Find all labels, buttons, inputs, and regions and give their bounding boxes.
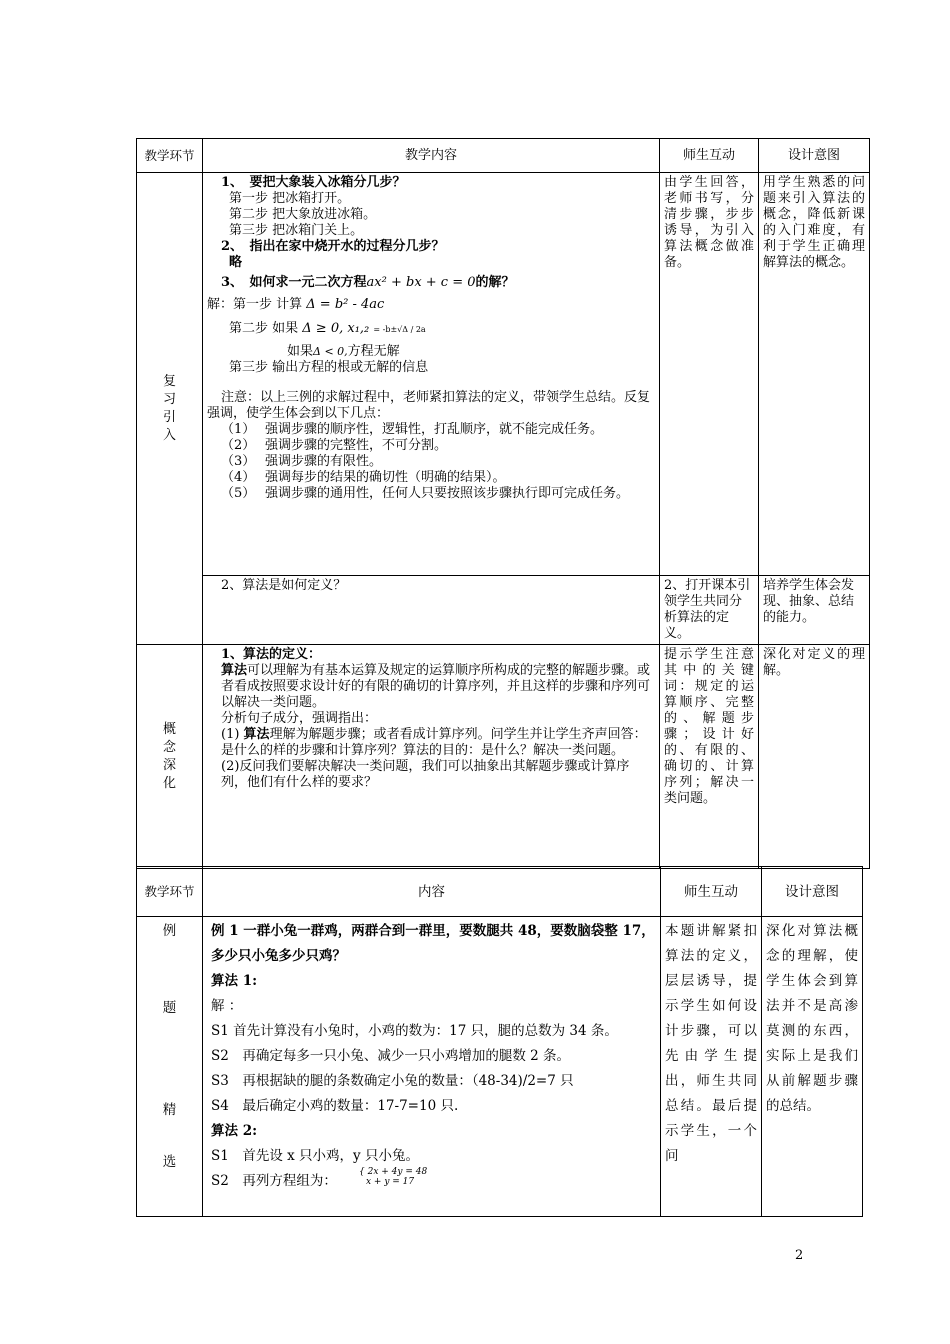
- row-review-intro: [137, 173, 870, 576]
- question-3: 3、 如何求一元二次方程ax² + bx + c = 0的解？: [221, 275, 515, 290]
- algorithm-question-interaction: 2、打开课本引领学生共同分析算法的定义。: [660, 576, 759, 645]
- algorithm-1-title: 算法 1:: [211, 973, 258, 989]
- point-4: （4） 强调每步的结果的确切性（明确的结果）。: [221, 470, 506, 485]
- equation-system: { 2x + 4y = 48 x + y = 17: [359, 1167, 428, 1187]
- examples-interaction: 本题讲解紧扣算法的定义，层层诱导，提示学生如何设计步骤，可以先由学生提出，师生共同总结。最后提示学生，一个问: [661, 917, 762, 1217]
- q1-step-3: 第三步 把冰箱门关上。: [229, 223, 364, 238]
- solution-step-2: 第二步 如果 Δ ≥ 0, x₁,₂ = -b±√Δ / 2a: [229, 321, 426, 336]
- solution-step-1: 解：第一步 计算 Δ = b² - 4ac: [207, 297, 385, 312]
- concept-interaction: 提示学生注意其中的关键词：规定的运算顺序、完整的、解题步骤；设计好的、有限的、确切的、计算序列；解决一类问题。: [660, 645, 759, 869]
- examples-intent: 深化对算法概念的理解，使学生体会到算法并不是高渗莫测的东西，实际上是我们从前解题步骤的总结。: [762, 917, 863, 1217]
- question-2: 2、 指出在家中烧开水的过程分几步？: [221, 239, 445, 254]
- point-3: （3） 强调步骤的有限性。: [221, 454, 383, 469]
- header-interaction: 师生互动: [660, 139, 759, 173]
- algorithm-question: 2、算法是如何定义？: [203, 576, 660, 645]
- review-intent: 用学生熟悉的问题来引入算法的概念，降低新课的入门难度，有利于学生正确理解算法的概念。: [759, 173, 870, 576]
- stage-concept-deepening: 概念深化: [137, 645, 203, 869]
- header2-interaction: 师生互动: [661, 867, 762, 917]
- algorithm-2-title: 算法 2:: [211, 1123, 258, 1139]
- analysis-intro: 分析句子成分，强调指出：: [221, 711, 378, 726]
- header2-content: 内容: [203, 867, 661, 917]
- header-content: 教学内容: [203, 139, 660, 173]
- question-2-answer: 略: [229, 255, 243, 270]
- discriminant-formula: Δ = b² - 4ac: [306, 297, 385, 312]
- quadratic-equation: ax² + bx + c = 0: [366, 275, 476, 290]
- solution-step-2b: 如果Δ < 0,方程无解: [287, 344, 400, 359]
- header2-stage: 教学环节: [137, 867, 203, 917]
- review-content: [203, 173, 660, 576]
- lesson-table-1: [136, 138, 870, 869]
- analysis-point-1: (1) 算法理解为解题步骤；或者看成计算序列。问学生并让学生齐声回答：是什么的样的步骤和计算序列？算法的目的：是什么？解决一类问题。: [221, 727, 647, 758]
- row-algorithm-question: [137, 576, 870, 645]
- stage-examples: 例 题 精 选: [137, 917, 203, 1217]
- q1-step-2: 第二步 把大象放进冰箱。: [229, 207, 377, 222]
- stage-review-intro: 复习引入: [137, 173, 203, 645]
- concept-content: [203, 645, 660, 869]
- table2-header-row: [137, 867, 863, 917]
- algorithm-1-step-4: S4 最后确定小鸡的数量：17-7=10 只.: [211, 1098, 459, 1114]
- point-1: （1） 强调步骤的顺序性，逻辑性，打乱顺序，就不能完成任务。: [221, 422, 604, 437]
- algorithm-question-intent: 培养学生体会发现、抽象、总结的能力。: [759, 576, 870, 645]
- point-2: （2） 强调步骤的完整性，不可分割。: [221, 438, 448, 453]
- row-examples: [137, 917, 863, 1217]
- page-number: 2: [795, 1248, 804, 1263]
- example-1-title: 例 1 一群小兔一群鸡，两群合到一群里，要数腿共 48，要数脑袋整 17，多少只小兔多少只鸡？: [211, 923, 655, 964]
- note-paragraph: 注意：以上三例的求解过程中，老师紧扣算法的定义，带领学生总结。反复强调，使学生体会到以下几点：: [207, 390, 651, 421]
- header-stage: 教学环节: [137, 139, 203, 173]
- analysis-point-2: (2)反问我们要解决解决一类问题，我们可以抽象出其解题步骤或计算序列，他们有什么样的要求？: [221, 759, 630, 790]
- table1-header-row: [137, 139, 870, 173]
- algorithm-1-step-1: S1 首先计算没有小兔时，小鸡的数为：17 只，腿的总数为 34 条。: [211, 1023, 618, 1039]
- root-formula: = -b±√Δ / 2a: [373, 325, 426, 334]
- algorithm-2-step-2: S2 再列方程组为： { 2x + 4y = 48 x + y = 17: [211, 1167, 428, 1189]
- examples-content: [203, 917, 661, 1217]
- header2-intent: 设计意图: [762, 867, 863, 917]
- q1-step-1: 第一步 把冰箱打开。: [229, 191, 351, 206]
- concept-intent: 深化对定义的理解。: [759, 645, 870, 869]
- definition-title: 1、算法的定义：: [221, 647, 322, 662]
- algorithm-1-step-2: S2 再确定每多一只小兔、减少一只小鸡增加的腿数 2 条。: [211, 1048, 571, 1064]
- header-intent: 设计意图: [759, 139, 870, 173]
- review-interaction: 由学生回答，老师书写，分清步骤，步步诱导，为引入算法概念做准备。: [660, 173, 759, 576]
- point-5: （5） 强调步骤的通用性，任何人只要按照该步骤执行即可完成任务。: [221, 486, 630, 501]
- algorithm-2-step-1: S1 首先设 x 只小鸡，y 只小兔。: [211, 1148, 419, 1164]
- algorithm-1-solution: 解 ：: [211, 998, 243, 1014]
- algorithm-1-step-3: S3 再根据缺的腿的条数确定小兔的数量：（48-34)/2=7 只: [211, 1073, 574, 1089]
- row-concept-deepening: [137, 645, 870, 869]
- question-1: 1、 要把大象装入冰箱分几步？: [221, 175, 406, 190]
- definition-text: 算法可以理解为有基本运算及规定的运算顺序所构成的完整的解题步骤。或者看成按照要求设计好的有限的确切的计算序列，并且这样的步骤和序列可以解决一类问题。: [221, 663, 651, 710]
- lesson-table-2: [136, 866, 863, 1217]
- solution-step-3: 第三步 输出方程的根或无解的信息: [229, 360, 429, 375]
